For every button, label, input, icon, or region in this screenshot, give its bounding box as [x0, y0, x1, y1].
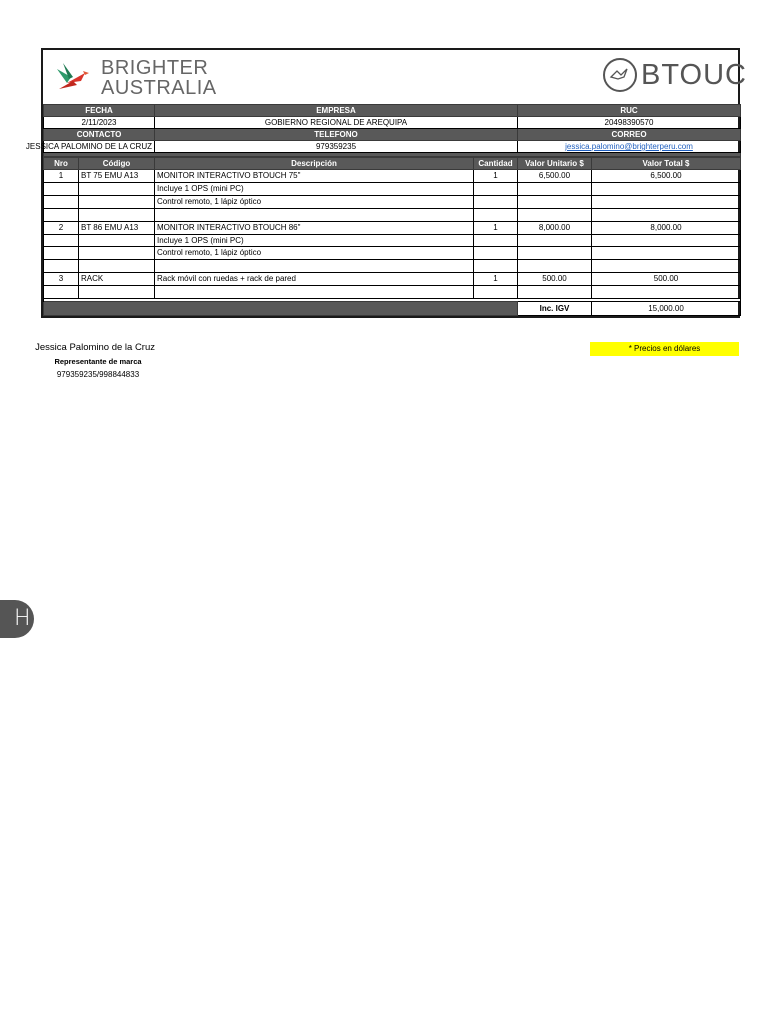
item-descripcion: MONITOR INTERACTIVO BTOUCH 75" — [155, 170, 474, 183]
table-row-empty — [44, 260, 741, 273]
ruc-value: 20498390570 — [518, 117, 741, 129]
btouch-bird-icon — [603, 58, 637, 92]
client-info-table — [25, 104, 741, 157]
side-badge-letter: H — [14, 606, 31, 631]
telefono-label: TELEFONO — [155, 129, 518, 141]
item-unitario: 8,000.00 — [518, 221, 592, 234]
item-descripcion: Control remoto, 1 lápiz óptico — [155, 247, 474, 260]
col-codigo: Código — [79, 158, 155, 170]
fecha-label: FECHA — [44, 105, 155, 117]
ruc-label: RUC — [518, 105, 741, 117]
col-descripcion: Descripción — [155, 158, 474, 170]
item-codigo: RACK — [79, 273, 155, 286]
empresa-value: GOBIERNO REGIONAL DE AREQUIPA — [155, 117, 518, 129]
item-nro: 3 — [44, 273, 79, 286]
item-nro: 2 — [44, 221, 79, 234]
contacto-value: JESSICA PALOMINO DE LA CRUZ — [44, 141, 155, 153]
btouch-logo-text: BTOUC — [641, 59, 747, 91]
total-label: Inc. IGV — [518, 302, 592, 316]
col-unitario: Valor Unitario $ — [518, 158, 592, 170]
item-descripcion: Control remoto, 1 lápiz óptico — [155, 195, 474, 208]
total-row — [44, 302, 741, 316]
item-total: 6,500.00 — [592, 170, 741, 183]
item-descripcion: Incluye 1 OPS (mini PC) — [155, 182, 474, 195]
table-row-empty — [44, 286, 741, 299]
table-row-empty — [44, 208, 741, 221]
signature-role: Representante de marca — [54, 357, 142, 366]
col-total: Valor Total $ — [592, 158, 741, 170]
empresa-label: EMPRESA — [155, 105, 518, 117]
item-descripcion: Rack móvil con ruedas + rack de pared — [155, 273, 474, 286]
currency-note: * Precios en dólares — [590, 342, 739, 356]
col-nro: Nro — [44, 158, 79, 170]
table-row — [44, 247, 741, 260]
item-codigo: BT 75 EMU A13 — [79, 170, 155, 183]
telefono-value: 979359235 — [155, 141, 518, 153]
item-descripcion: Incluye 1 OPS (mini PC) — [155, 234, 474, 247]
item-cantidad: 1 — [474, 221, 518, 234]
total-value: 15,000.00 — [592, 302, 741, 316]
fecha-value: 2/11/2023 — [44, 117, 155, 129]
correo-label: CORREO — [518, 129, 741, 141]
table-row — [44, 221, 741, 234]
item-unitario: 6,500.00 — [518, 170, 592, 183]
table-row — [44, 182, 741, 195]
correo-value[interactable] — [518, 141, 741, 153]
brand-name-line1: BRIGHTER — [101, 57, 209, 79]
item-total: 8,000.00 — [592, 221, 741, 234]
item-descripcion: MONITOR INTERACTIVO BTOUCH 86" — [155, 221, 474, 234]
logo-header — [43, 50, 747, 104]
item-cantidad: 1 — [474, 170, 518, 183]
item-total: 500.00 — [592, 273, 741, 286]
contacto-label: CONTACTO — [44, 129, 155, 141]
bird-logo-icon — [55, 59, 91, 95]
signature-phone: 979359235/998844833 — [56, 370, 140, 379]
items-table — [43, 157, 741, 316]
item-cantidad: 1 — [474, 273, 518, 286]
correo-link[interactable]: jessica.palomino@brighterperu.com — [565, 142, 693, 151]
table-row — [44, 170, 741, 183]
table-row — [44, 195, 741, 208]
table-row — [44, 273, 741, 286]
quotation-sheet — [25, 48, 747, 318]
table-row — [44, 234, 741, 247]
col-cantidad: Cantidad — [474, 158, 518, 170]
signature-name: Jessica Palomino de la Cruz — [35, 342, 155, 353]
btouch-logo — [603, 58, 747, 94]
brand-name-line2: AUSTRALIA — [101, 77, 217, 99]
side-badge-icon[interactable] — [0, 600, 34, 638]
item-unitario: 500.00 — [518, 273, 592, 286]
item-codigo: BT 86 EMU A13 — [79, 221, 155, 234]
item-nro: 1 — [44, 170, 79, 183]
